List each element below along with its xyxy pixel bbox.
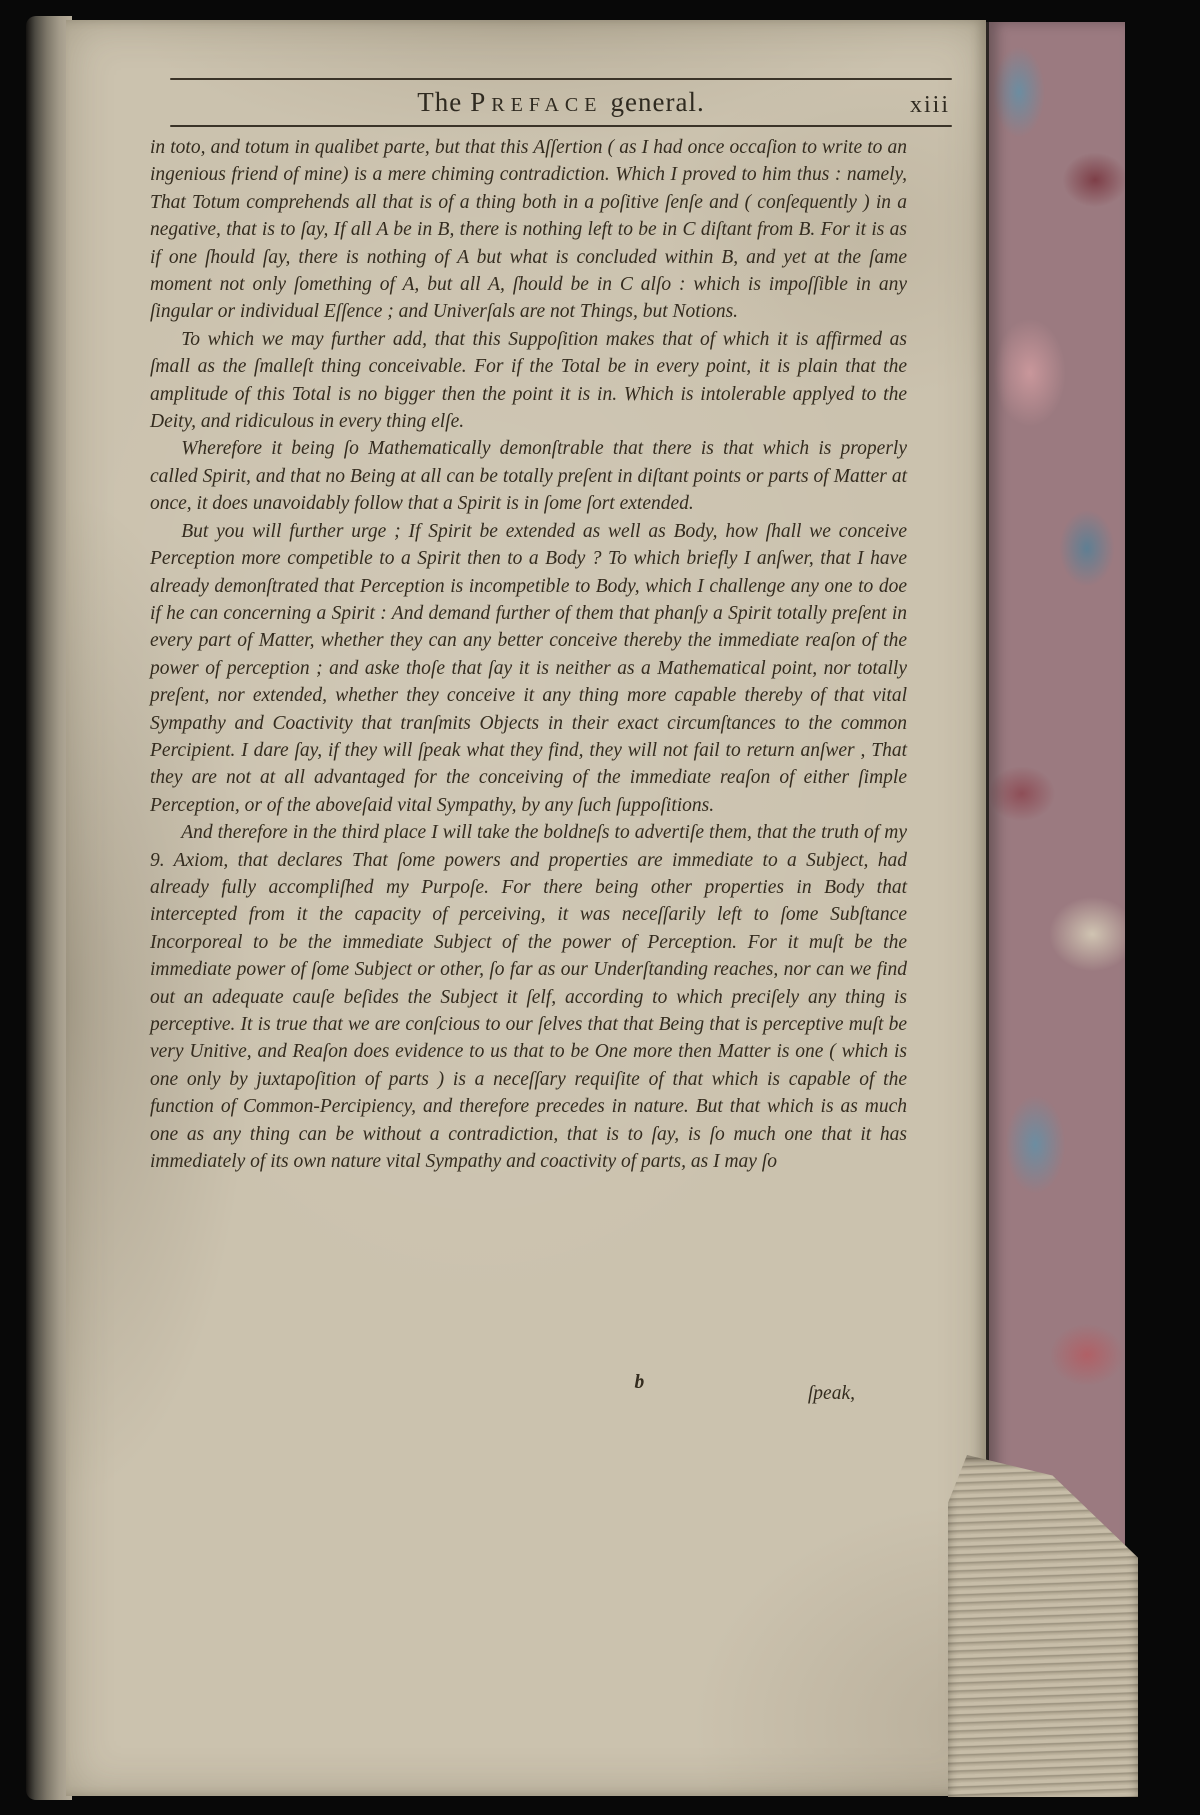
signature-mark: b xyxy=(634,1372,645,1393)
paragraph-2: To which we may further add, that this Suppoſition makes that of which it is affirmed as ſmall as the ſmalleſt thing conceivable. For if the Total be in every point, it is plain that the amplitude of this Total is no bigger then the point it is in. Which is intolerable applyed to the Deity, and ridiculous in every thing elſe. xyxy=(150,328,907,433)
running-title-the: The xyxy=(417,87,463,117)
header-rule-bottom xyxy=(170,125,952,127)
page-number: xiii xyxy=(909,92,950,118)
paragraph-1: in toto, and totum in qualibet parte, but that this Aſſertion ( as I had once occaſion to write to an ingenious friend of mine) is a mere chiming contradiction. Which I proved to him thus : namely, That Totum comprehends all that is of a thing both in a poſitive ſenſe and ( conſequently ) in a negative, that is to ſay, If all A be in B, there is nothing left to be in C diſtant from B. For it is as if one ſhould ſay, there is nothing of A but what is concluded within B, and yet at the ſame moment not only ſomething of A, but all A, ſhould be in C alſo : which is impoſſible in any ſingular or individual Eſſence ; and Univerſals are not Things, but Notions. xyxy=(150,137,907,323)
running-title-general: general. xyxy=(610,87,705,117)
page-header xyxy=(170,78,952,127)
header-row xyxy=(170,80,952,125)
paragraph-3: Wherefore it being ſo Mathematically demonſtrable that there is that which is properly called Spirit, and that no Being at all can be totally preſent in diſtant points or parts of Matter at once, it does unavoidably follow that a Spirit is in ſome ſort extended. xyxy=(150,438,907,515)
running-title-preface: PREFACE xyxy=(470,87,603,117)
paragraph-5: And therefore in the third place I will take the boldneſs to advertiſe them, that the truth of my 9. Axiom, that declares That ſome powers and properties are immediate to a Subject, had already fully accompliſhed my Purpoſe. For there being other properties in Body that intercepted from it the capacity of perceiving, it was neceſſarily left to ſome Subſtance Incorporeal to be the immediate Subject of the power of Perception. For it muſt be the immediate power of ſome Subject or other, ſo far as our Underſtanding reaches, nor can we find out an adequate cauſe beſides the Subject it ſelf, according to which preciſely any thing is perceptive. It is true that we are conſcious to our ſelves that that Being that is perceptive muſt be very Unitive, and Reaſon does evidence to us that to be One more then Matter is one ( which is one only by juxtapoſition of parts ) is a neceſſary requiſite of that which is capable of the function of Common-Percipiency, and therefore precedes in nature. But that which is as much one as any thing can be without a contradiction, that is to ſay, is ſo much one that it has immediately of its own nature vital Sympathy and coactivity of parts, as I may ſo xyxy=(150,822,907,1173)
text-block xyxy=(150,134,907,1175)
book-page xyxy=(66,20,986,1796)
catchword: ſpeak, xyxy=(807,1383,855,1404)
paragraph-4: But you will further urge ; If Spirit be extended as well as Body, how ſhall we conceive Perception more competible to a Spirit then to a Body ? To which briefly I anſwer, that I have already demonſtrated that Perception is incompetible to Body, which I challenge any one to doe if he can concerning a Spirit : And demand further of them that phanſy a Spirit totally preſent in every part of Matter, whether they can any better conceive thereby the immediate reaſon of the power of perception ; and aske thoſe that ſay it is neither as a Mathematical point, nor totally preſent, nor extended, whether they conceive it any thing more capable thereby of that vital Sympathy and Coactivity that tranſmits Objects in their exact circumſtances to the common Percipient. I dare ſay, if they will ſpeak what they find, they will not fail to return anſwer , That they are not at all advantaged for the conceiving of the immediate reaſon of either ſimple Perception, or of the aboveſaid vital Sympathy, by any ſuch ſuppoſitions. xyxy=(150,520,907,816)
running-title xyxy=(413,87,708,118)
page-footer xyxy=(150,1372,907,1432)
